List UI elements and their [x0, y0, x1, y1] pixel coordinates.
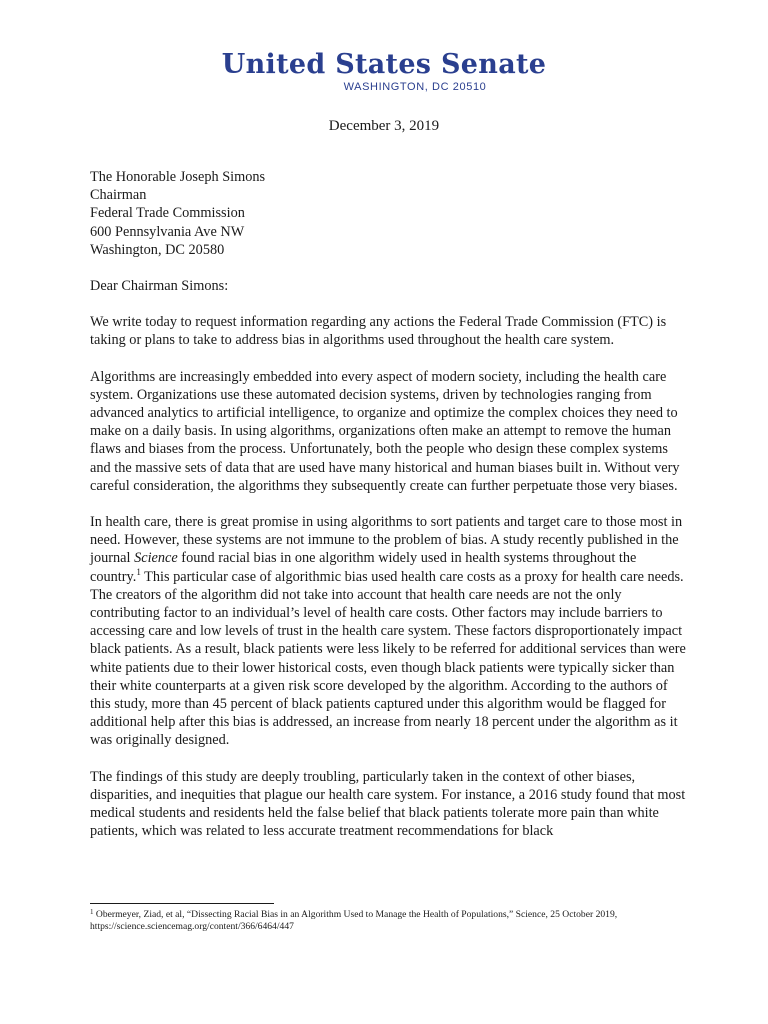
- address-line-name: The Honorable Joseph Simons: [90, 169, 266, 185]
- address-line-street: 600 Pennsylvania Ave NW: [90, 223, 245, 240]
- p3-text-1: In health care, there is great promise in using algorithms to sort patients and target care to those most in need. However, these systems are not immune to the problem of bias. A study recently published in the journal: [90, 514, 683, 567]
- letterhead-location: WASHINGTON, DC 20510: [343, 81, 487, 93]
- address-line-org: Federal Trade Commission: [90, 205, 245, 222]
- paragraph-health-care-bias: [90, 513, 690, 750]
- footnote-ref: 1: [136, 566, 141, 577]
- recipient-address: [90, 168, 690, 259]
- paragraph-request: We write today to request information regarding any actions the Federal Trade Commission (FTC) is taking or plans to take to address bias in algorithms used throughout the health care system.: [90, 314, 667, 349]
- paragraph-findings: The findings of this study are deeply troubling, particularly taken in the context of other biases, disparities, and inequities that plague our health care system. For instance, a 2016 study found that most medical students and residents held the false belief that black patients tolerate more pain than white patients, which was related to less accurate treatment recommendations for black: [90, 768, 686, 840]
- salutation: Dear Chairman Simons:: [90, 278, 229, 295]
- address-line-city: Washington, DC 20580: [90, 241, 225, 258]
- p3-text-3: This particular case of algorithmic bias used health care costs as a proxy for health care needs. The creators of the algorithm did not take into account that health care needs are not the only contributing factor to an individual’s level of health care costs. Other factors may include barriers to accessing care and low levels of trust in the health care system. These factors disproportionately impact black patients. As a result, black patients were less likely to be referred for additional services than were white patients due to their lower historical costs, even though black patients were typically sicker than their white counterparts at a given risk score developed by the algorithm. According to the authors of this study, more than 45 percent of black patients captured under this algorithm would be flagged for additional help after this bias is addressed, an increase from nearly 18 percent under the algorithm as it was originally designed.: [90, 568, 686, 749]
- footnote-number: 1: [90, 908, 94, 916]
- address-line-title: Chairman: [90, 187, 147, 204]
- footnote-divider: [90, 903, 274, 904]
- letter-date: December 3, 2019: [328, 118, 440, 134]
- footnote: [90, 909, 690, 933]
- footnote-text: Obermeyer, Ziad, et al, “Dissecting Racial Bias in an Algorithm Used to Manage the Health of Populations,” Science, 25 October 2019, https://science.sciencemag.org/content/366/6464/447: [90, 909, 618, 932]
- letter-body: [90, 168, 690, 859]
- p3-text-2: found racial bias in one algorithm widely used in health systems throughout the country.: [90, 550, 637, 585]
- letterhead: [0, 50, 768, 93]
- letterhead-title: United States Senate: [221, 49, 547, 80]
- paragraph-algorithms: Algorithms are increasingly embedded into every aspect of modern society, including the health care system. Organizations use these automated decision systems, driven by technologies ranging from advanced analytics to artificial intelligence, to organize and optimize the complex choices they need to make on a daily basis. In using algorithms, organizations often make an attempt to remove the human flaws and biases from the process. Unfortunately, both the people who design these complex systems and the massive sets of data that are used have many historical and human biases built in. Without very careful consideration, the algorithms they subsequently create can further perpetuate those very biases.: [90, 368, 680, 494]
- journal-name: Science: [134, 550, 178, 567]
